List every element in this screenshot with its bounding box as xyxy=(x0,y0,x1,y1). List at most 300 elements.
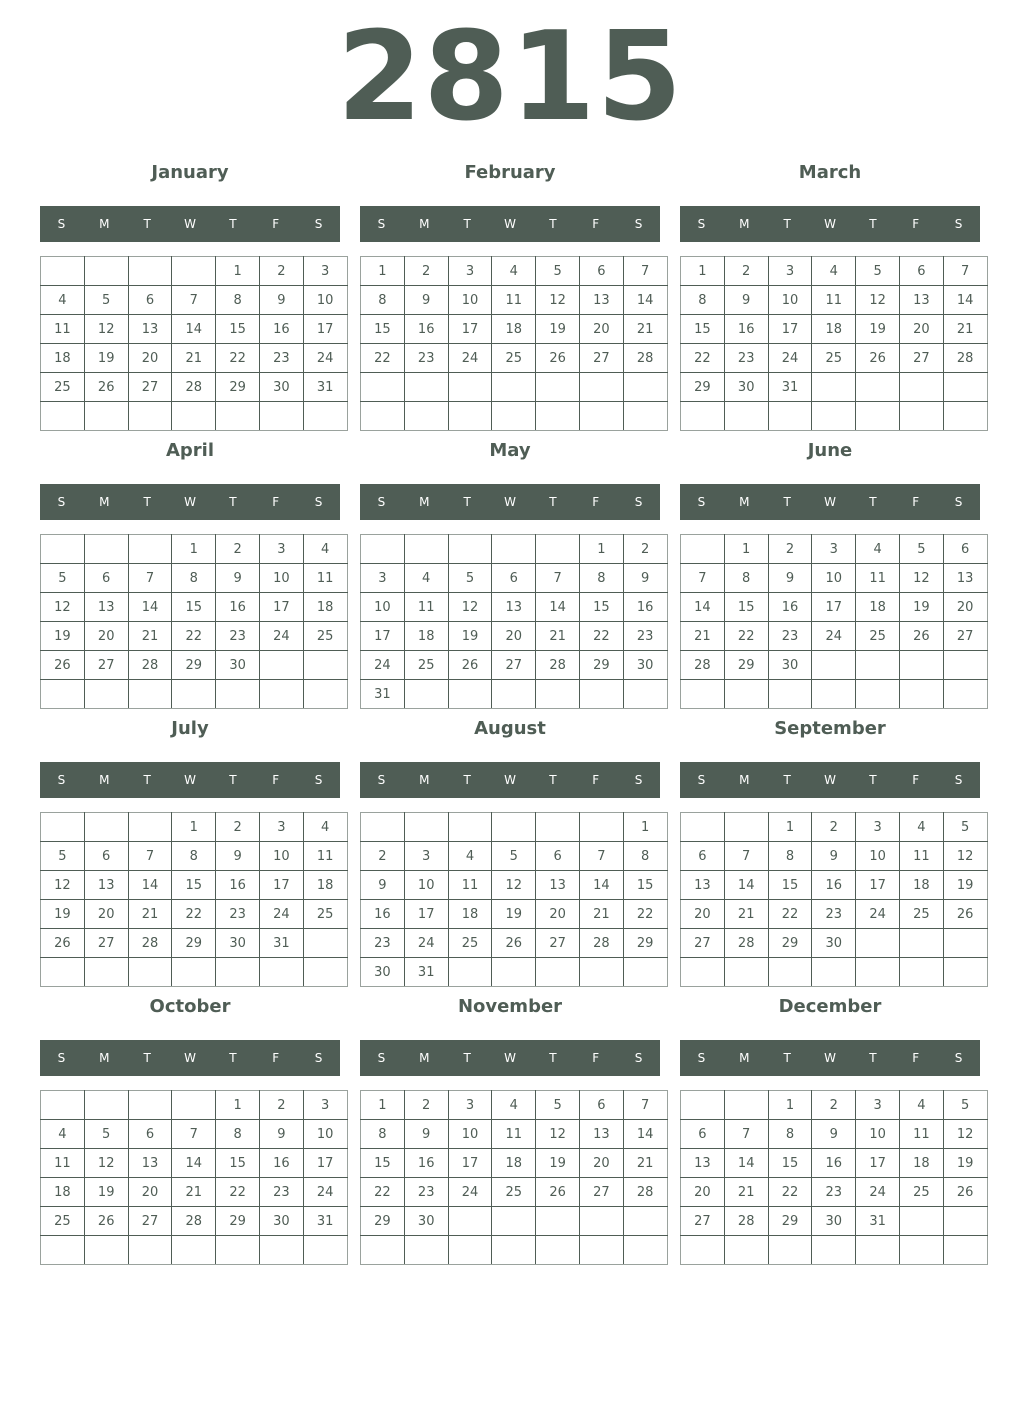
day-cell xyxy=(84,1091,128,1120)
day-cell xyxy=(623,1236,667,1265)
week-row xyxy=(41,1091,348,1120)
day-cell xyxy=(536,958,580,987)
day-cell: 23 xyxy=(404,344,448,373)
day-cell: 7 xyxy=(172,1120,216,1149)
day-cell: 15 xyxy=(361,1149,405,1178)
day-cell: 8 xyxy=(361,1120,405,1149)
weekday-label: T xyxy=(229,1051,237,1065)
day-cell xyxy=(404,535,448,564)
week-row xyxy=(41,535,348,564)
day-cell: 30 xyxy=(259,1207,303,1236)
day-cell xyxy=(128,402,172,431)
day-cell xyxy=(899,1236,943,1265)
day-cell: 8 xyxy=(216,1120,260,1149)
day-cell: 4 xyxy=(303,813,347,842)
weekday-header-bar xyxy=(40,762,340,798)
day-cell xyxy=(724,1091,768,1120)
month-name: May xyxy=(489,440,531,461)
day-cell: 1 xyxy=(216,257,260,286)
day-cell: 11 xyxy=(812,286,856,315)
weekday-label: S xyxy=(314,1051,323,1065)
weekday-label: S xyxy=(697,773,706,787)
day-cell xyxy=(259,680,303,709)
weekday-label: S xyxy=(314,495,323,509)
day-cell xyxy=(448,1236,492,1265)
day-cell: 19 xyxy=(899,593,943,622)
day-cell: 30 xyxy=(404,1207,448,1236)
day-cell: 6 xyxy=(579,257,623,286)
day-cell: 20 xyxy=(536,900,580,929)
week-row xyxy=(681,373,988,402)
day-cell: 14 xyxy=(536,593,580,622)
day-cell xyxy=(536,680,580,709)
day-cell: 9 xyxy=(216,564,260,593)
day-cell xyxy=(623,373,667,402)
week-row xyxy=(361,402,668,431)
day-cell: 13 xyxy=(536,871,580,900)
day-cell: 24 xyxy=(361,651,405,680)
day-cell: 14 xyxy=(724,871,768,900)
day-cell: 7 xyxy=(943,257,987,286)
day-cell xyxy=(404,680,448,709)
day-cell xyxy=(856,958,900,987)
day-cell: 23 xyxy=(259,1178,303,1207)
day-cell: 15 xyxy=(768,871,812,900)
day-cell: 18 xyxy=(41,1178,85,1207)
day-cell: 23 xyxy=(216,900,260,929)
weekday-label: T xyxy=(143,773,151,787)
week-row xyxy=(361,680,668,709)
day-cell: 1 xyxy=(623,813,667,842)
day-cell: 13 xyxy=(128,315,172,344)
week-row xyxy=(41,344,348,373)
day-cell: 11 xyxy=(41,315,85,344)
day-cell: 30 xyxy=(768,651,812,680)
month-name: January xyxy=(151,162,229,183)
day-cell: 23 xyxy=(216,622,260,651)
day-cell: 21 xyxy=(724,900,768,929)
day-cell: 26 xyxy=(448,651,492,680)
day-cell xyxy=(681,1236,725,1265)
day-cell xyxy=(361,1236,405,1265)
day-cell: 14 xyxy=(943,286,987,315)
day-cell: 20 xyxy=(579,315,623,344)
day-cell: 7 xyxy=(724,842,768,871)
week-row xyxy=(361,929,668,958)
day-cell: 25 xyxy=(41,373,85,402)
day-cell xyxy=(681,813,725,842)
day-cell: 4 xyxy=(41,1120,85,1149)
day-cell xyxy=(41,813,85,842)
day-cell xyxy=(492,373,536,402)
day-cell: 2 xyxy=(812,813,856,842)
week-row xyxy=(361,871,668,900)
day-cell xyxy=(943,651,987,680)
day-cell: 24 xyxy=(856,900,900,929)
day-cell: 5 xyxy=(943,1091,987,1120)
day-cell xyxy=(128,1091,172,1120)
day-cell: 22 xyxy=(579,622,623,651)
day-cell xyxy=(172,402,216,431)
weekday-label: T xyxy=(783,217,791,231)
day-cell: 2 xyxy=(623,535,667,564)
year-title: 2815 xyxy=(336,6,684,149)
day-cell: 7 xyxy=(172,286,216,315)
day-cell xyxy=(128,813,172,842)
week-row xyxy=(681,651,988,680)
day-cell: 25 xyxy=(492,1178,536,1207)
day-cell xyxy=(536,1236,580,1265)
day-cell: 22 xyxy=(361,344,405,373)
weekday-header-bar xyxy=(40,484,340,520)
weekday-label: T xyxy=(463,773,471,787)
month-name: April xyxy=(165,440,215,461)
day-cell: 1 xyxy=(768,813,812,842)
weekday-header-bar xyxy=(680,1040,980,1076)
day-cell xyxy=(812,680,856,709)
day-cell xyxy=(361,813,405,842)
day-cell: 9 xyxy=(623,564,667,593)
day-cell: 4 xyxy=(448,842,492,871)
day-cell: 20 xyxy=(84,622,128,651)
weekday-label: S xyxy=(954,1051,963,1065)
day-cell: 27 xyxy=(128,373,172,402)
day-cell xyxy=(41,1236,85,1265)
month-name: December xyxy=(778,996,882,1017)
day-cell xyxy=(84,535,128,564)
day-cell xyxy=(448,535,492,564)
day-cell: 14 xyxy=(724,1149,768,1178)
weekday-label: T xyxy=(549,773,557,787)
day-cell: 3 xyxy=(448,257,492,286)
day-cell: 10 xyxy=(768,286,812,315)
day-cell: 13 xyxy=(84,871,128,900)
day-cell: 14 xyxy=(128,871,172,900)
day-cell: 2 xyxy=(259,257,303,286)
week-row xyxy=(361,1149,668,1178)
week-row xyxy=(41,958,348,987)
day-cell xyxy=(623,1207,667,1236)
day-cell xyxy=(41,535,85,564)
day-cell: 15 xyxy=(216,315,260,344)
day-cell: 8 xyxy=(768,842,812,871)
day-cell xyxy=(681,1091,725,1120)
day-cell: 31 xyxy=(259,929,303,958)
day-cell: 9 xyxy=(216,842,260,871)
day-cell xyxy=(579,958,623,987)
day-cell: 1 xyxy=(216,1091,260,1120)
day-cell: 8 xyxy=(681,286,725,315)
day-cell: 22 xyxy=(172,900,216,929)
day-cell: 16 xyxy=(361,900,405,929)
day-cell: 20 xyxy=(681,900,725,929)
day-cell xyxy=(492,402,536,431)
day-cell xyxy=(361,535,405,564)
day-cell: 11 xyxy=(856,564,900,593)
day-cell xyxy=(84,1236,128,1265)
day-cell: 8 xyxy=(623,842,667,871)
day-cell: 30 xyxy=(361,958,405,987)
day-cell: 17 xyxy=(812,593,856,622)
day-cell: 13 xyxy=(579,286,623,315)
weekday-label: M xyxy=(99,217,110,231)
week-row xyxy=(361,813,668,842)
day-cell xyxy=(172,958,216,987)
weekday-label: M xyxy=(419,217,430,231)
day-cell: 10 xyxy=(303,1120,347,1149)
day-cell xyxy=(579,680,623,709)
day-cell xyxy=(724,680,768,709)
day-cell xyxy=(448,958,492,987)
day-cell: 18 xyxy=(303,871,347,900)
day-cell: 16 xyxy=(812,871,856,900)
day-cell: 20 xyxy=(492,622,536,651)
day-cell: 20 xyxy=(579,1149,623,1178)
day-cell: 6 xyxy=(681,842,725,871)
day-cell: 27 xyxy=(128,1207,172,1236)
day-cell: 5 xyxy=(536,257,580,286)
day-cell xyxy=(216,402,260,431)
day-cell: 26 xyxy=(41,651,85,680)
weekday-label: S xyxy=(634,495,643,509)
week-row xyxy=(681,286,988,315)
day-cell xyxy=(128,257,172,286)
weekday-header-bar xyxy=(360,206,660,242)
day-cell: 4 xyxy=(812,257,856,286)
day-cell: 5 xyxy=(943,813,987,842)
day-cell xyxy=(492,1236,536,1265)
day-cell xyxy=(724,402,768,431)
day-cell xyxy=(536,813,580,842)
day-cell: 27 xyxy=(492,651,536,680)
week-row xyxy=(41,813,348,842)
day-cell xyxy=(943,929,987,958)
day-cell: 25 xyxy=(41,1207,85,1236)
day-cell: 5 xyxy=(448,564,492,593)
day-cell: 15 xyxy=(361,315,405,344)
day-cell: 28 xyxy=(623,344,667,373)
day-grid xyxy=(40,256,348,431)
day-cell: 11 xyxy=(492,286,536,315)
day-cell: 24 xyxy=(768,344,812,373)
day-cell: 22 xyxy=(361,1178,405,1207)
weekday-label: M xyxy=(739,217,750,231)
day-grid xyxy=(360,812,668,987)
day-cell: 14 xyxy=(681,593,725,622)
day-cell xyxy=(856,929,900,958)
day-cell: 21 xyxy=(536,622,580,651)
weekday-label: M xyxy=(419,1051,430,1065)
week-row xyxy=(361,564,668,593)
day-cell xyxy=(216,958,260,987)
day-cell xyxy=(404,402,448,431)
month-name: August xyxy=(474,718,546,739)
week-row xyxy=(361,373,668,402)
weekday-header-bar xyxy=(680,484,980,520)
month-name: February xyxy=(464,162,556,183)
day-cell: 29 xyxy=(623,929,667,958)
day-cell: 12 xyxy=(84,315,128,344)
week-row xyxy=(41,929,348,958)
day-cell: 12 xyxy=(943,842,987,871)
weekday-label: S xyxy=(57,773,66,787)
day-cell: 4 xyxy=(856,535,900,564)
week-row xyxy=(41,564,348,593)
day-cell: 1 xyxy=(172,535,216,564)
day-cell: 31 xyxy=(768,373,812,402)
week-row xyxy=(41,402,348,431)
day-cell: 20 xyxy=(128,344,172,373)
week-row xyxy=(361,535,668,564)
day-cell: 18 xyxy=(404,622,448,651)
day-cell: 30 xyxy=(623,651,667,680)
weekday-label: W xyxy=(824,217,836,231)
day-cell: 21 xyxy=(943,315,987,344)
weekday-label: S xyxy=(377,1051,386,1065)
day-cell: 16 xyxy=(623,593,667,622)
day-cell: 19 xyxy=(84,344,128,373)
day-cell: 27 xyxy=(681,1207,725,1236)
day-cell: 21 xyxy=(128,900,172,929)
day-cell xyxy=(172,680,216,709)
day-cell: 16 xyxy=(216,871,260,900)
weekday-header-bar xyxy=(40,1040,340,1076)
day-cell: 27 xyxy=(84,929,128,958)
day-cell: 22 xyxy=(172,622,216,651)
day-cell: 28 xyxy=(681,651,725,680)
day-cell xyxy=(681,680,725,709)
week-row xyxy=(681,622,988,651)
day-cell: 7 xyxy=(128,842,172,871)
day-cell xyxy=(768,958,812,987)
day-cell: 30 xyxy=(812,929,856,958)
day-cell xyxy=(943,402,987,431)
week-row xyxy=(681,842,988,871)
weekday-header-bar xyxy=(360,484,660,520)
day-cell: 15 xyxy=(724,593,768,622)
week-row xyxy=(41,593,348,622)
weekday-label: T xyxy=(143,217,151,231)
day-grid xyxy=(360,534,668,709)
day-grid xyxy=(40,812,348,987)
day-cell: 12 xyxy=(41,871,85,900)
day-cell xyxy=(128,958,172,987)
day-cell xyxy=(492,680,536,709)
day-cell xyxy=(681,402,725,431)
day-cell: 12 xyxy=(84,1149,128,1178)
day-cell: 25 xyxy=(492,344,536,373)
day-cell xyxy=(768,680,812,709)
day-cell: 11 xyxy=(404,593,448,622)
day-cell xyxy=(448,813,492,842)
day-cell: 9 xyxy=(812,1120,856,1149)
day-cell: 14 xyxy=(579,871,623,900)
day-cell: 6 xyxy=(492,564,536,593)
day-cell: 22 xyxy=(768,1178,812,1207)
day-cell: 16 xyxy=(768,593,812,622)
day-cell: 14 xyxy=(128,593,172,622)
day-cell: 11 xyxy=(41,1149,85,1178)
week-row xyxy=(681,1207,988,1236)
day-cell xyxy=(84,958,128,987)
day-cell xyxy=(41,1091,85,1120)
day-cell: 2 xyxy=(361,842,405,871)
day-cell: 21 xyxy=(172,1178,216,1207)
day-cell xyxy=(856,651,900,680)
week-row xyxy=(41,871,348,900)
week-row xyxy=(681,1149,988,1178)
day-cell: 7 xyxy=(128,564,172,593)
day-cell: 18 xyxy=(303,593,347,622)
day-cell: 30 xyxy=(724,373,768,402)
day-cell: 15 xyxy=(768,1149,812,1178)
weekday-label: S xyxy=(377,773,386,787)
week-row xyxy=(681,1120,988,1149)
day-grid xyxy=(680,1090,988,1265)
week-row xyxy=(41,1178,348,1207)
day-cell: 1 xyxy=(172,813,216,842)
day-cell: 28 xyxy=(172,373,216,402)
day-cell: 20 xyxy=(899,315,943,344)
day-cell: 25 xyxy=(303,900,347,929)
day-grid xyxy=(680,256,988,431)
day-cell xyxy=(856,373,900,402)
day-cell: 17 xyxy=(303,315,347,344)
week-row xyxy=(681,344,988,373)
day-cell xyxy=(768,402,812,431)
day-cell: 28 xyxy=(724,929,768,958)
day-cell: 3 xyxy=(448,1091,492,1120)
day-cell: 20 xyxy=(84,900,128,929)
day-cell: 5 xyxy=(84,286,128,315)
day-cell: 2 xyxy=(404,257,448,286)
day-cell: 25 xyxy=(899,900,943,929)
weekday-label: W xyxy=(504,1051,516,1065)
month-name: November xyxy=(457,996,563,1017)
day-cell xyxy=(216,1236,260,1265)
day-cell: 11 xyxy=(899,842,943,871)
day-cell: 9 xyxy=(404,1120,448,1149)
day-cell: 1 xyxy=(361,257,405,286)
day-cell xyxy=(303,1236,347,1265)
day-cell: 16 xyxy=(259,315,303,344)
weekday-label: W xyxy=(184,495,196,509)
day-cell: 7 xyxy=(681,564,725,593)
weekday-label: T xyxy=(783,1051,791,1065)
weekday-label: S xyxy=(697,1051,706,1065)
day-cell: 11 xyxy=(303,842,347,871)
day-cell xyxy=(724,813,768,842)
day-cell xyxy=(899,680,943,709)
day-cell xyxy=(404,373,448,402)
week-row xyxy=(681,1236,988,1265)
day-cell xyxy=(303,680,347,709)
day-cell: 23 xyxy=(623,622,667,651)
day-cell: 3 xyxy=(303,1091,347,1120)
month-name: March xyxy=(798,162,862,183)
day-cell: 26 xyxy=(943,900,987,929)
day-cell: 18 xyxy=(492,315,536,344)
day-cell: 7 xyxy=(623,1091,667,1120)
day-cell: 15 xyxy=(216,1149,260,1178)
day-cell xyxy=(259,958,303,987)
week-row xyxy=(41,373,348,402)
weekday-label: F xyxy=(592,495,600,509)
day-cell: 6 xyxy=(128,286,172,315)
weekday-label: S xyxy=(697,495,706,509)
day-cell: 16 xyxy=(259,1149,303,1178)
day-cell: 18 xyxy=(41,344,85,373)
